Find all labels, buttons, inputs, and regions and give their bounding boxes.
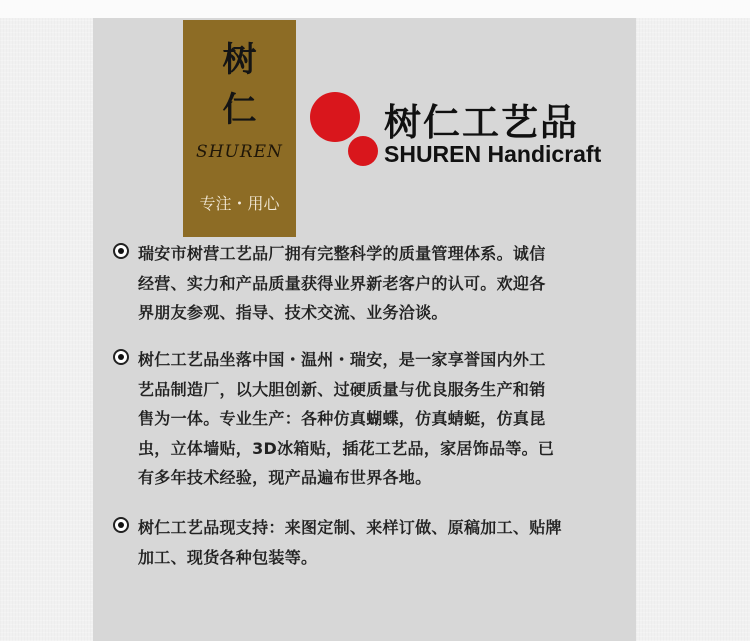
brand-latin-name: SHUREN bbox=[196, 142, 283, 162]
logo-big-circle-icon bbox=[310, 92, 360, 142]
brand-char-1: 树 bbox=[222, 40, 257, 80]
paragraph-line: 虫，立体墙贴，3D冰箱贴，插花工艺品，家居饰品等。已 bbox=[138, 438, 555, 458]
paragraph-line: 树仁工艺品坐落中国・温州・瑞安，是一家享誉国内外工 bbox=[138, 350, 546, 369]
paragraph-text bbox=[138, 345, 606, 493]
brand-slogan: 专注・用心 bbox=[199, 194, 280, 213]
paragraph-line: 售为一体。专业生产：各种仿真蝴蝶，仿真蜻蜓，仿真昆 bbox=[138, 409, 546, 428]
top-strip bbox=[0, 0, 750, 18]
bullet-icon bbox=[113, 243, 129, 259]
paragraph-line: 界朋友参观、指导、技术交流、业务洽谈。 bbox=[138, 303, 448, 322]
brand-char-2: 仁 bbox=[222, 90, 257, 130]
paragraph-line: 瑞安市树营工艺品厂拥有完整科学的质量管理体系。诚信 bbox=[138, 244, 546, 263]
paragraph-text bbox=[138, 239, 606, 328]
bullet-icon bbox=[113, 517, 129, 533]
paragraph-line: 经营、实力和产品质量获得业界新老客户的认可。欢迎各 bbox=[138, 273, 546, 293]
logo-english-name: SHUREN Handicraft bbox=[384, 141, 602, 167]
logo-chinese-name: 树仁工艺品 bbox=[384, 101, 579, 144]
paragraph-line: 有多年技术经验，现产品遍布世界各地。 bbox=[138, 468, 432, 487]
paragraph-line: 加工、现货各种包装等。 bbox=[138, 547, 318, 567]
paragraph-text bbox=[138, 513, 606, 572]
paragraph-line: 艺品制造厂，以大胆创新、过硬质量与优良服务生产和销 bbox=[138, 379, 546, 399]
paragraph-line: 树仁工艺品现支持：来图定制、来样订做、原稿加工、贴牌 bbox=[138, 518, 562, 537]
logo-small-circle-icon bbox=[348, 136, 378, 166]
brand-seal-block bbox=[183, 20, 296, 237]
bullet-icon bbox=[113, 349, 129, 365]
